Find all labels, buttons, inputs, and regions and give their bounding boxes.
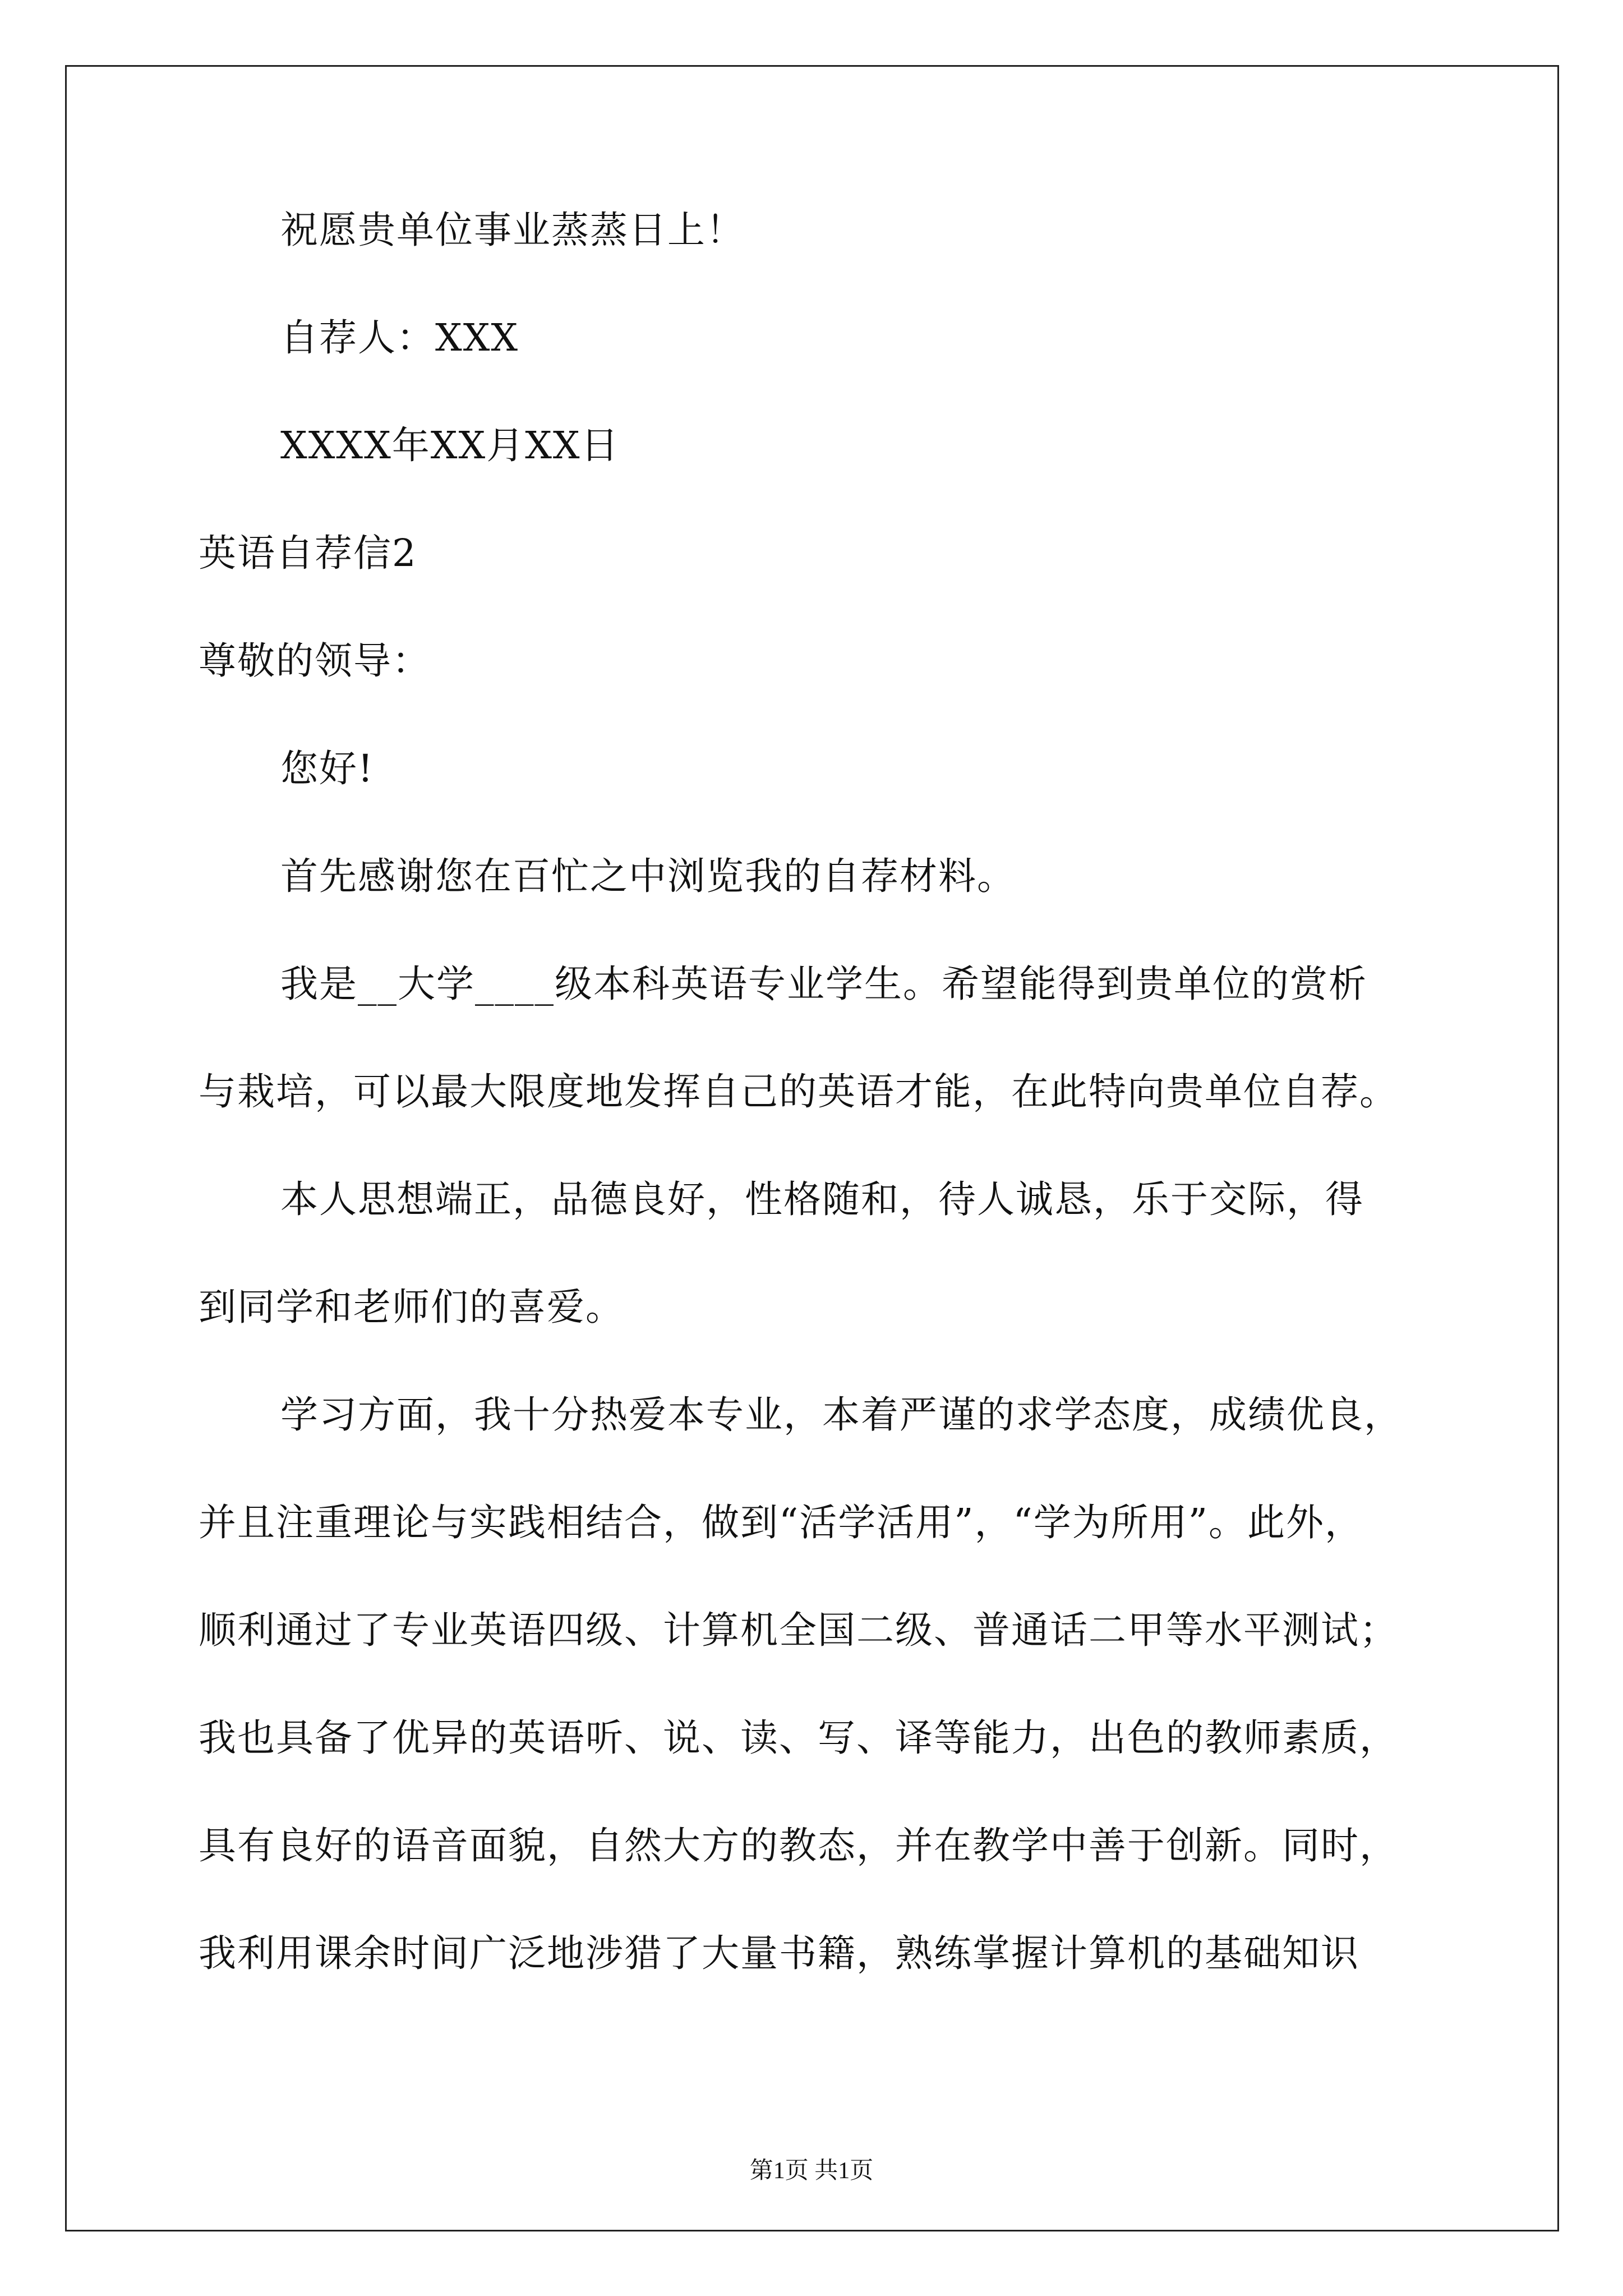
paragraph-line: 到同学和老师们的喜爱。 xyxy=(199,1285,624,1329)
page-border xyxy=(65,65,1559,2231)
salutation: 尊敬的领导： xyxy=(199,639,431,683)
paragraph-line: 具有良好的语音面貌，自然大方的教态，并在教学中善于创新。同时， xyxy=(199,1824,1398,1867)
signer-line: 自荐人：XXX xyxy=(280,316,519,360)
page-footer: 第1页 共1页 xyxy=(749,2158,874,2184)
paragraph-line: 学习方面，我十分热爱本专业，本着严谨的求学态度，成绩优良， xyxy=(280,1393,1403,1437)
paragraph-line: 我也具备了优异的英语听、说、读、写、译等能力，出色的教师素质， xyxy=(199,1716,1398,1760)
closing-wish: 祝愿贵单位事业蒸蒸日上！ xyxy=(280,208,745,252)
greeting: 您好! xyxy=(280,747,374,790)
section-title: 英语自荐信2 xyxy=(199,531,417,575)
paragraph-line: 并且注重理论与实践相结合，做到“活学活用”，“学为所用”。此外， xyxy=(199,1501,1364,1544)
paragraph-line: 我是__大学____级本科英语专业学生。希望能得到贵单位的赏析 xyxy=(280,962,1367,1006)
paragraph-line: 与栽培，可以最大限度地发挥自己的英语才能，在此特向贵单位自荐。 xyxy=(199,1070,1398,1114)
date-line: XXXX年XX月XX日 xyxy=(280,424,620,467)
paragraph-line: 顺利通过了专业英语四级、计算机全国二级、普通话二甲等水平测试； xyxy=(199,1608,1398,1652)
paragraph-line: 我利用课余时间广泛地涉猎了大量书籍，熟练掌握计算机的基础知识 xyxy=(199,1931,1359,1975)
paragraph-line: 本人思想端正，品德良好，性格随和，待人诚恳，乐于交际，得 xyxy=(280,1177,1364,1221)
paragraph-line: 首先感谢您在百忙之中浏览我的自荐材料。 xyxy=(280,854,1016,898)
